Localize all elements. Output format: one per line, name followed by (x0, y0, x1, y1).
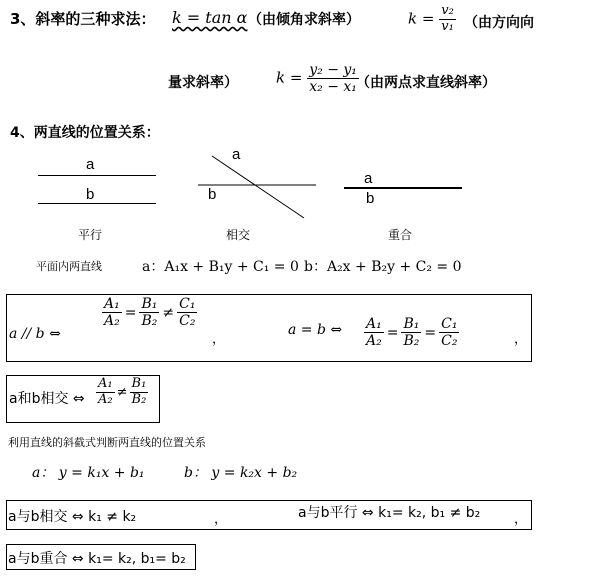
comma: ， (514, 512, 528, 527)
slope-line-a: a： y = k₁x + b₁ (32, 465, 145, 481)
line-b-equation: b：A₂x + B₂y + C₂ = 0 (304, 259, 462, 275)
slope-coincide-condition: a与b重合 ⇔ k₁= k₂, b₁= b₂ (8, 551, 186, 567)
intersect-caption: 相交 (226, 228, 251, 242)
note-direction-1: （由方向向 (464, 15, 534, 31)
frac-den: A₂ (366, 333, 382, 350)
parallel-condition-lhs: a // b ⇔ (9, 326, 61, 342)
lines-intro: 平面内两直线 (36, 260, 102, 273)
frac-num: B₁ (403, 316, 420, 332)
frac-den: B₂ (403, 333, 420, 350)
frac-den: x₂ − x₁ (309, 79, 357, 96)
frac-num: B₁ (131, 376, 147, 391)
frac-den: C₂ (179, 313, 196, 330)
eq-sign: = (386, 324, 399, 341)
parallel-line-b (38, 203, 156, 204)
intersect-line-a (212, 156, 304, 218)
formula-two-points-lhs: k = (276, 68, 303, 87)
frac-den: B₂ (141, 313, 158, 330)
eq-sign: = (124, 304, 137, 321)
coincide-label-b: b (366, 190, 375, 207)
coincide-label-a: a (364, 170, 373, 187)
parallel-label-b: b (86, 186, 95, 203)
comma: ， (514, 332, 528, 347)
frac-num: C₁ (179, 296, 196, 312)
comma: ， (214, 512, 228, 527)
slope-intersect-condition: a与b相交 ⇔ k₁ ≠ k₂ (8, 509, 137, 525)
coincide-condition-lhs: a = b ⇔ (288, 322, 343, 338)
frac-den: v₁ (441, 18, 454, 34)
parallel-line-a (38, 175, 156, 176)
coincide-caption: 重合 (388, 228, 413, 242)
frac-num: A₁ (98, 376, 113, 391)
slope-parallel-condition: a与b平行 ⇔ k₁= k₂, b₁ ≠ b₂ (298, 505, 481, 521)
formula-tan-text: k = tan α (172, 8, 248, 27)
intersect-label-b: b (208, 186, 217, 203)
frac-num: y₂ − y₁ (309, 62, 357, 78)
formula-two-points (276, 62, 359, 95)
intersect-label-a: a (232, 146, 241, 163)
coincide-line (344, 187, 462, 189)
frac-den: A₂ (104, 313, 120, 330)
slope-intro: 利用直线的斜截式判断两直线的位置关系 (8, 436, 206, 449)
ne-sign: ≠ (116, 384, 128, 400)
intersect-condition-lhs: a和b相交 ⇔ (9, 391, 85, 407)
parallel-caption: 平行 (78, 228, 103, 242)
line-a-equation: a：A₁x + B₁y + C₁ = 0 (142, 259, 299, 275)
frac-num: B₁ (141, 296, 158, 312)
frac-num: C₁ (441, 316, 458, 332)
formula-two-points-frac (307, 62, 359, 95)
section3-heading: 3、斜率的三种求法： (10, 10, 156, 28)
frac-num: v₂ (441, 3, 454, 18)
note-two-points: （由两点求直线斜率） (356, 75, 496, 91)
coincide-condition-rhs (364, 316, 459, 349)
eq-sign: = (424, 324, 437, 341)
formula-tan (172, 8, 247, 27)
formula-direction (408, 4, 456, 35)
parallel-label-a: a (86, 156, 95, 173)
section4-heading: 4、两直线的位置关系： (10, 125, 160, 141)
intersect-condition-rhs (96, 377, 148, 408)
frac-den: C₂ (441, 333, 458, 350)
slope-line-b: b： y = k₂x + b₂ (184, 465, 298, 481)
note-direction-2: 量求斜率） (168, 75, 238, 91)
frac-num: A₁ (104, 296, 120, 312)
frac-den: B₂ (131, 391, 147, 407)
comma: ， (212, 332, 226, 347)
formula-direction-lhs: k = (408, 9, 435, 28)
formula-direction-frac (439, 4, 456, 35)
frac-den: A₂ (98, 391, 113, 407)
note-angle: （由倾角求斜率） (248, 12, 360, 28)
frac-num: A₁ (366, 316, 382, 332)
ne-sign: ≠ (162, 304, 175, 321)
parallel-condition-rhs (102, 296, 197, 329)
